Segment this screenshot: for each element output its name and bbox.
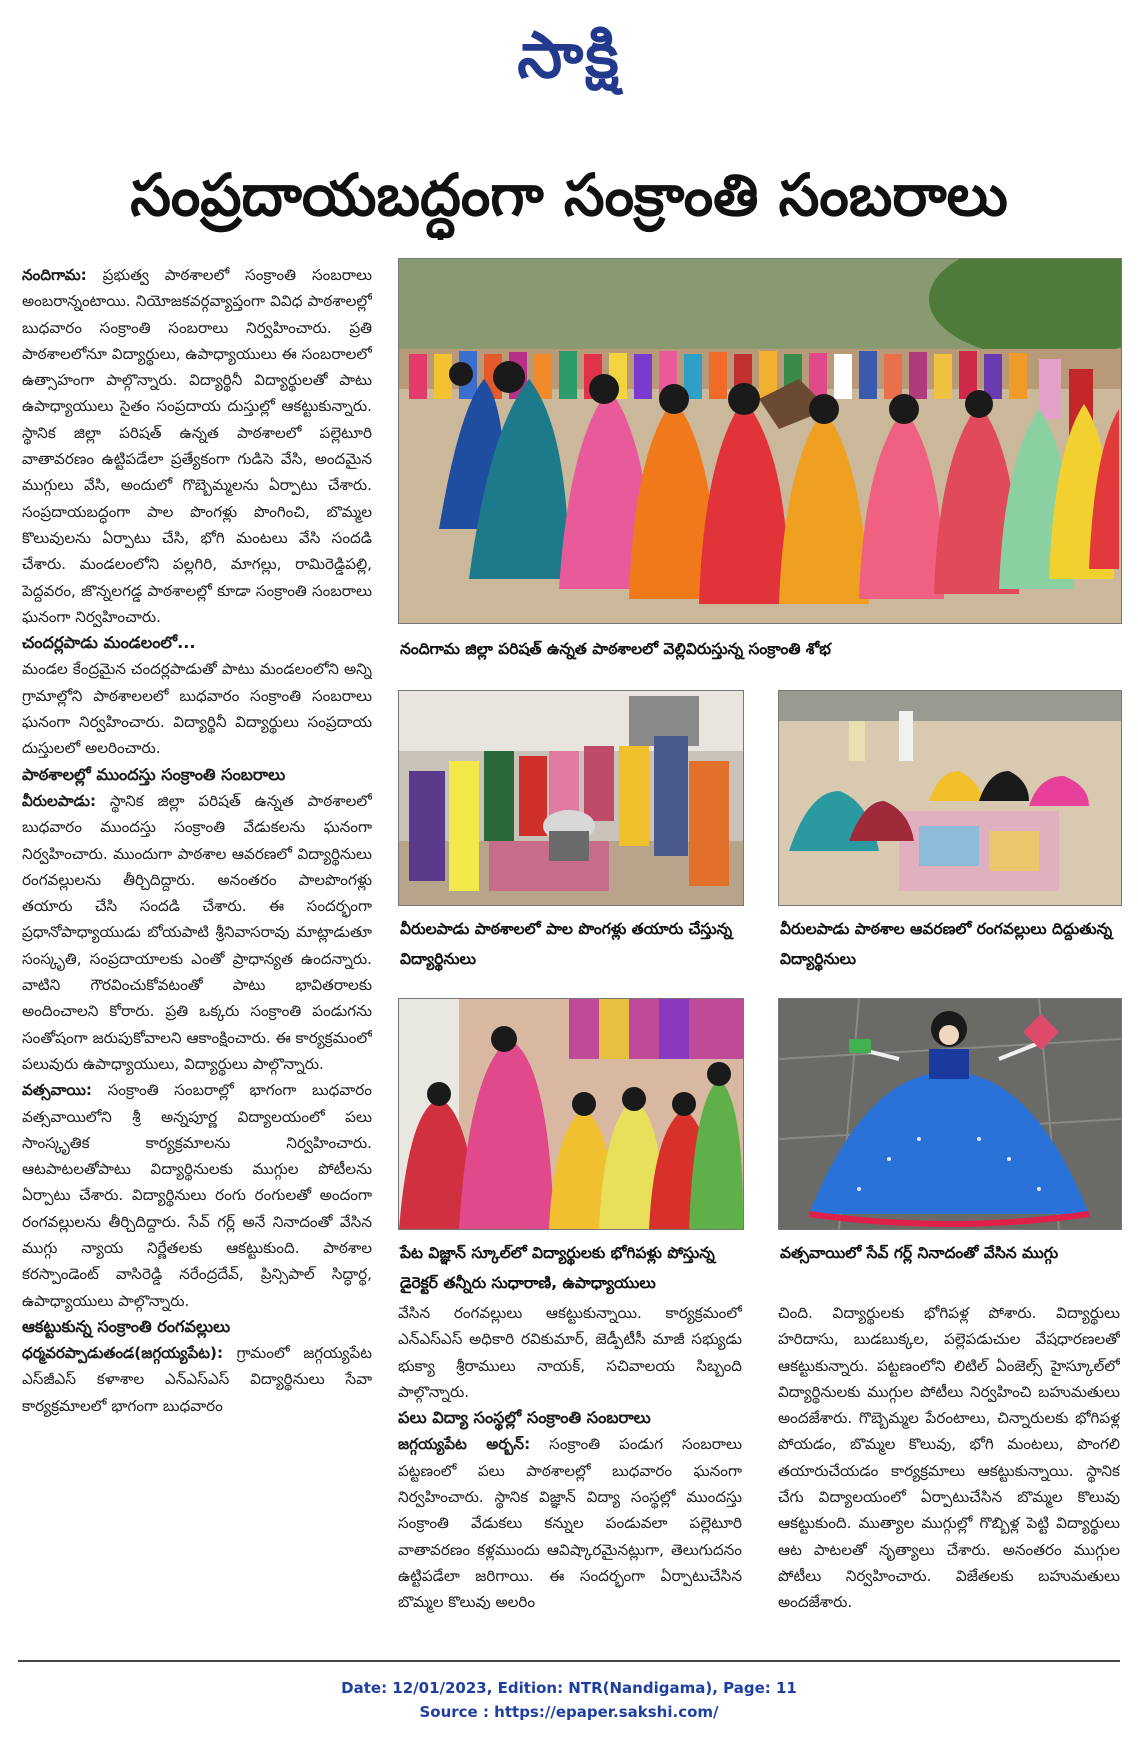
photo-save-girl-rangoli [778, 998, 1122, 1230]
masthead [0, 8, 1138, 108]
paragraph-jaggayyapeta: జగ్గయ్యపేట అర్బన్: సంక్రాంతి పండుగ సంబరాలు పట్టణంలో పలు పాఠశాలల్లో బుధవారం ఘనంగా నిర్వహించారు. స్థానిక విజ్ఞాన్ విద్యా సంస్థల్లో ముందస్తు సంక్రాంతి వేడుకలు కన్నుల పండువలా పల్లెటూరి వాతావరణం కళ్లముందు ఆవిష్కారమైనట్లుగా, తెలుగుదనం ఉట్టిపడేలా జరిగాయి. ఈ సందర్భంగా ఏర్పాటుచేసిన బొమ్మల కొలువు అలరిం [398, 1435, 742, 1612]
paragraph-chandarlapadu: మండల కేంద్రమైన చందర్లపాడుతో పాటు మండలంలోని అన్ని గ్రామాల్లోని పాఠశాలలలో బుధవారం సంక్రాంతి సంబరాలు ఘనంగా నిర్వహించారు. విద్యార్థినీ విద్యార్థులు సంప్రదాయ దుస్తులలో అలరించారు. [22, 660, 372, 758]
photo-circle-dance [398, 258, 1122, 624]
caption-save-girl-rangoli: వత్సవాయిలో సేవ్ గర్ల్ నినాదంతో వేసిన ముగ్గు [780, 1244, 1059, 1262]
footer-rule [18, 1660, 1120, 1662]
subhead-rangavallulu: ఆకట్టుకున్న సంక్రాంతి రంగవల్లులు [22, 1316, 231, 1336]
save-girl-rangoli-image [779, 999, 1121, 1229]
caption-main-photo: నందిగామ జిల్లా పరిషత్ ఉన్నత పాఠశాలలో వెల్లివిరుస్తున్న సంక్రాంతి శోభ [400, 640, 831, 658]
paragraph-vatsavai: వత్సవాయి: సంక్రాంతి సంబరాల్లో భాగంగా బుధవారం వత్సవాయిలోని శ్రీ అన్నపూర్ణ విద్యాలయంలో పలు సాంస్కృతిక కార్యక్రమాలను నిర్వహించారు. ఆటపాటలతోపాటు విద్యార్థినులకు ముగ్గుల పోటీలను ఏర్పాటు చేశారు. విద్యార్థినులు రంగు రంగులతో అందంగా రంగవల్లులను తీర్చిదిద్దారు. సేవ్ గర్ల్ అనే నినాదంతో వేసిన ముగ్గు న్యాయ నిర్ణేతలకు ఆకట్టుకుంది. పాఠశాల కరస్పాండెంట్ వాసిరెడ్డి నరేంద్రదేవ్, ప్రిన్సిపాల్ సిద్ధార్థ, ఉపాధ్యాయులు పాల్గొన్నారు. [22, 1081, 372, 1310]
page-headline: సంప్రదాయబద్ధంగా సంక్రాంతి సంబరాలు [130, 161, 1008, 229]
paragraph-dharmavarappadu: ధర్మవరప్పాడుతండ(జగ్గయ్యపేట): గ్రామంలో జగ్గయ్యపేట ఎస్‌జీఎస్ కళాశాల ఎన్‌ఎస్‌ఎస్ విద్యార్థినులు సేవా కార్యక్రమాలలో భాగంగా బుధవారం [22, 1344, 372, 1415]
photo-rangoli-drawing [778, 690, 1122, 906]
footer-date-edition: Date: 12/01/2023, Edition: NTR(Nandigama), Page: 11 [341, 1679, 797, 1697]
newspaper-logo: సాక్షి [517, 19, 621, 93]
article-column-3 [778, 1300, 1120, 1640]
photo-bhogi-pallu [398, 998, 744, 1230]
paragraph-nss-rangoli: వేసిన రంగవల్లులు ఆకట్టుకున్నాయి. కార్యక్రమంలో ఎన్‌ఎస్‌ఎస్ అధికారి రవికుమార్, జెడ్పీటీసీ మాజీ సభ్యుడు భుక్యా శ్రీరాములు నాయక్, సచివాలయ సిబ్బంది పాల్గొన్నారు. [398, 1304, 742, 1401]
pongal-cooking-image [399, 691, 743, 905]
caption-rangoli-drawing: వీరులపాడు పాఠశాల ఆవరణలో రంగవల్లులు దిద్దుతున్న విద్యార్థినులు [780, 920, 1113, 968]
caption-pongal-cooking: వీరులపాడు పాఠశాలలో పాల పొంగళ్లు తయారు చేస్తున్న విద్యార్థినులు [400, 920, 733, 968]
paragraph-veerulapadu: వీరులపాడు: స్థానిక జిల్లా పరిషత్ ఉన్నత పాఠశాలలో బుధవారం ముందస్తు సంక్రాంతి వేడుకలను ఘనంగా నిర్వహించారు. ముందుగా పాఠశాల ఆవరణలో విద్యార్థినులు రంగవల్లులను తీర్చిదిద్దారు. అనంతరం పాలపొంగళ్లు తయారు చేసి సందడి చేశారు. ఈ సందర్భంగా ప్రధానోపాధ్యాయుడు బోయపాటి శ్రీనివాసరావు మాట్లాడుతూ సంస్కృతి, సంప్రదాయాలకు ఎంతో ప్రాధాన్యత ఉందన్నారు. వాటిని గౌరవించుకోవటంతో పాటు భావితరాలకు అందించాలని కోరారు. ప్రతి ఒక్కరు సంక్రాంతి పండుగను సంతోషంగా జరుపుకోవాలని ఆకాంక్షించారు. ఈ కార్యక్రమంలో పలువురు ఉపాధ్యాయులు, విద్యార్థులు పాల్గొన్నారు. [22, 791, 372, 1073]
bhogi-pallu-image [399, 999, 743, 1229]
subhead-schools: పాఠశాలల్లో ముందస్తు సంక్రాంతి సంబరాలు [22, 764, 286, 784]
footer [0, 1676, 1138, 1724]
article-column-2 [398, 1300, 742, 1640]
circle-dance-image [399, 259, 1121, 623]
rangoli-drawing-image [779, 691, 1121, 905]
subhead-chandarlapadu: చందర్లపాడు మండలంలో... [22, 633, 196, 653]
article-column-1 [22, 262, 372, 1637]
footer-source: Source : https://epaper.sakshi.com/ [419, 1703, 719, 1721]
paragraph-nandigama: నందిగామ: ప్రభుత్వ పాఠశాలలో సంక్రాంతి సంబరాలు అంబరాన్నంటాయి. నియోజకవర్గవ్యాప్తంగా వివిధ పాఠశాలల్లో బుధవారం సంక్రాంతి సంబరాలు నిర్వహించారు. ప్రతి పాఠశాలలోనూ విద్యార్థులు, ఉపాధ్యాయులు ఈ సంబరాలలో ఉత్సాహంగా పాల్గొన్నారు. విద్యార్థినీ విద్యార్థులతో పాటు ఉపాధ్యాయులు సైతం సంప్రదాయ దుస్తుల్లో ఆకట్టుకున్నారు. స్థానిక జిల్లా పరిషత్ ఉన్నత పాఠశాలలో పల్లెటూరి వాతావరణం ఉట్టిపడేలా ప్రత్యేకంగా గుడిసె వేసి, అందమైన ముగ్గులు వేసి, అందులో గొబ్బెమ్మలను ఏర్పాటు చేశారు. సంప్రదాయబద్ధంగా పాల పొంగళ్లు పొంగించి, బొమ్మల కొలువులను ఏర్పాటు చేసి, భోగి మంటలు వేసి సందడి చేశారు. మండలంలోని పల్లగిరి, మాగల్లు, రామిరెడ్డిపల్లి, పెద్దవరం, జొన్నలగడ్డ పాఠశాలల్లో కూడా సంక్రాంతి సంబరాలు ఘనంగా నిర్వహించారు. [22, 266, 372, 626]
photo-pongal-cooking [398, 690, 744, 906]
caption-bhogi-pallu: పేట విజ్ఞాన్ స్కూల్‌లో విద్యార్థులకు భోగిపళ్లు పోస్తున్న డైరెక్టర్ తన్నీరు సుధారాణి, ఉపాధ్యాయులు [400, 1244, 715, 1292]
subhead-institutions: పలు విద్యా సంస్థల్లో సంక్రాంతి సంబరాలు [398, 1408, 651, 1428]
paragraph-continued: చింది. విద్యార్థులకు భోగిపళ్ల పోశారు. విద్యార్థులు హరిదాసు, బుడబుక్కల, పల్లెపడుచుల వేషధారణలతో ఆకట్టుకున్నారు. పట్టణంలోని లిటిల్ ఏంజెల్స్ హైస్కూల్‌లో విద్యార్థినులకు ముగ్గుల పోటీలు నిర్వహించి బహుమతులు అందజేశారు. గొబ్బెమ్మల పేరంటాలు, చిన్నారులకు భోగిపళ్ల పోయడం, బొమ్మల కొలువు, భోగి మంటలు, పొంగలి తయారుచేయడం కార్యక్రమాలు ఆకట్టుకున్నాయి. స్థానిక చేగు విద్యాలయంలో ఏర్పాటుచేసిన బొమ్మల కొలువు ఆకట్టుకుంది. ముత్యాల ముగ్గుల్లో గొబ్బిళ్ల పెట్టి విద్యార్థులు ఆట పాటలతో నృత్యాలు చేశారు. అనంతరం ముగ్గుల పోటీలు నిర్వహించారు. విజేతలకు బహుమతులు అందజేశారు. [778, 1304, 1120, 1612]
